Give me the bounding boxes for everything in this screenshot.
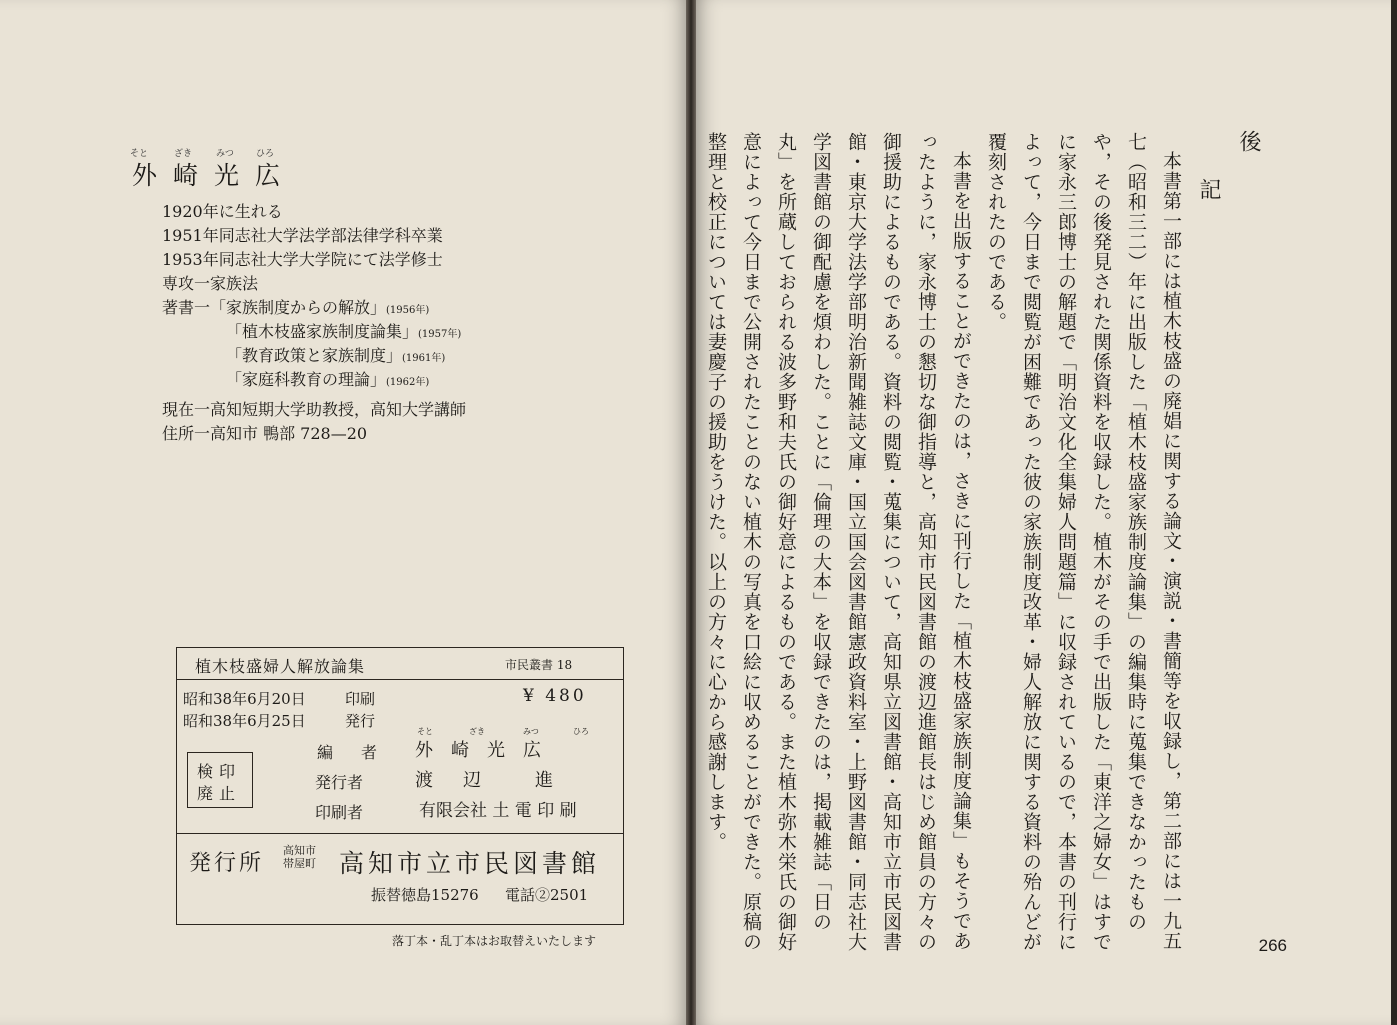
- ruby: みつ: [523, 727, 539, 736]
- paragraph: 本書第一部には植木枝盛の廃娼に関する論文・演説・書簡等を収録し，第二部には一九五七（昭和三二）年に出版した「植木枝盛家族制度論集」の編集時に蒐集できなかったものや，その後発見された関係資料を収録した。植木がその手で出版した「東洋之婦女」はすでに家永三郎博士の解題で「明治文化全集婦人問題篇」に収録されているので，本書の刊行によって，今日まで閲覧が困難であった彼の家族制度改革・婦人解放に関する資料の殆んどが覆刻されたのである。: [985, 132, 1182, 952]
- issuer-name: 高知市立市民図書館: [339, 849, 601, 878]
- afterword-text: [705, 132, 1188, 962]
- right-page: [693, 0, 1397, 1025]
- bio-line: 「植木枝盛家族制度論集」(1957年): [226, 322, 462, 341]
- publisher-name: 渡 辺 進: [415, 770, 559, 791]
- bio-line: 1920年に生れる: [162, 202, 283, 221]
- printer-label: 印刷者: [315, 803, 364, 822]
- address-line: 帯屋町: [283, 857, 316, 870]
- address-line: 高知市: [283, 844, 316, 857]
- bio-line: 1951年同志社大学法学部法律学科卒業: [162, 226, 443, 245]
- afterword-heading: [1196, 130, 1268, 200]
- page-edge: [1391, 0, 1397, 1025]
- stamp-top: 検印: [197, 762, 242, 781]
- bio-line: 著書一「家族制度からの解放」(1956年): [162, 298, 430, 317]
- editor-label: 編 者: [317, 743, 384, 762]
- heading-char: 後: [1236, 130, 1261, 152]
- ruby: そと: [130, 149, 149, 159]
- issuer-address: [283, 844, 316, 870]
- bio-line: 1953年同志社大学大学院にて法学修士: [162, 250, 443, 269]
- bio-line: 住所一高知市 鴨部 728—20: [162, 424, 368, 443]
- divider: [177, 679, 623, 680]
- ruby: ざき: [469, 727, 485, 736]
- author-name: 外崎光広: [132, 161, 297, 190]
- inspection-stamp-box: [187, 752, 253, 808]
- bio-line: 「家庭科教育の理論」(1962年): [226, 370, 430, 389]
- page-number: 266: [1258, 936, 1287, 955]
- transfer-account: 振替徳島15276: [371, 886, 479, 904]
- phone-number: 電話②2501: [505, 886, 589, 904]
- series-label: 市民叢書 18: [505, 658, 573, 672]
- ruby: みつ: [216, 149, 234, 159]
- print-date: 昭和38年6月20日: [183, 690, 306, 708]
- colophon-box: [176, 647, 624, 925]
- heading-char: 記: [1196, 178, 1221, 200]
- paragraph: 本書を出版することができたのは，さきに刊行した「植木枝盛家族制度論集」もそうであったように，家永博士の懇切な御指導と，高知市民図書館の渡辺進館長はじめ館員の方々の御援助によるものである。資料の閲覧・蒐集について，高知県立図書館・高知市立市民図書館・東京大学法学部明治新聞雑誌文庫・国立国会図書館憲政資料室・上野図書館・同志社大学図書館の御配慮を煩わした。ことに「倫理の大本」を収録できたのは，掲載雑誌「日の丸」を所蔵しておられる波多野和夫氏の御好意によるものである。また植木弥木栄氏の御好意によって今日まで公開されたことのない植木の写真を口絵に収めることができた。原稿の整理と校正については妻慶子の援助をうけた。以上の方々に心から感謝します。: [705, 132, 972, 952]
- left-page: [0, 0, 690, 1025]
- replacement-note: 落丁本・乱丁本はお取替えいたします: [392, 934, 597, 948]
- printer-name: 有限会社 土 電 印 刷: [419, 801, 577, 821]
- ruby: ひろ: [256, 149, 275, 159]
- publish-label: 発行: [345, 712, 376, 730]
- divider: [177, 833, 623, 834]
- book-gutter: [686, 0, 696, 1025]
- issuer-label: 発行所: [189, 851, 265, 876]
- ruby: ざき: [174, 149, 193, 159]
- bio-line: 専攻一家族法: [162, 274, 259, 293]
- print-label: 印刷: [345, 690, 376, 708]
- publish-date: 昭和38年6月25日: [183, 712, 306, 730]
- ruby: ひろ: [573, 727, 589, 736]
- bio-line: 「教育政策と家族制度」(1961年): [226, 346, 446, 365]
- book-title: 植木枝盛婦人解放論集: [195, 657, 366, 676]
- price: ¥ 480: [523, 686, 587, 706]
- editor-name: 外 崎 光 広: [415, 740, 541, 761]
- stamp-bottom: 廃止: [197, 784, 242, 803]
- bio-line: 現在一高知短期大学助教授，高知大学講師: [162, 400, 467, 419]
- publisher-label: 発行者: [315, 773, 364, 792]
- ruby: そと: [417, 727, 433, 736]
